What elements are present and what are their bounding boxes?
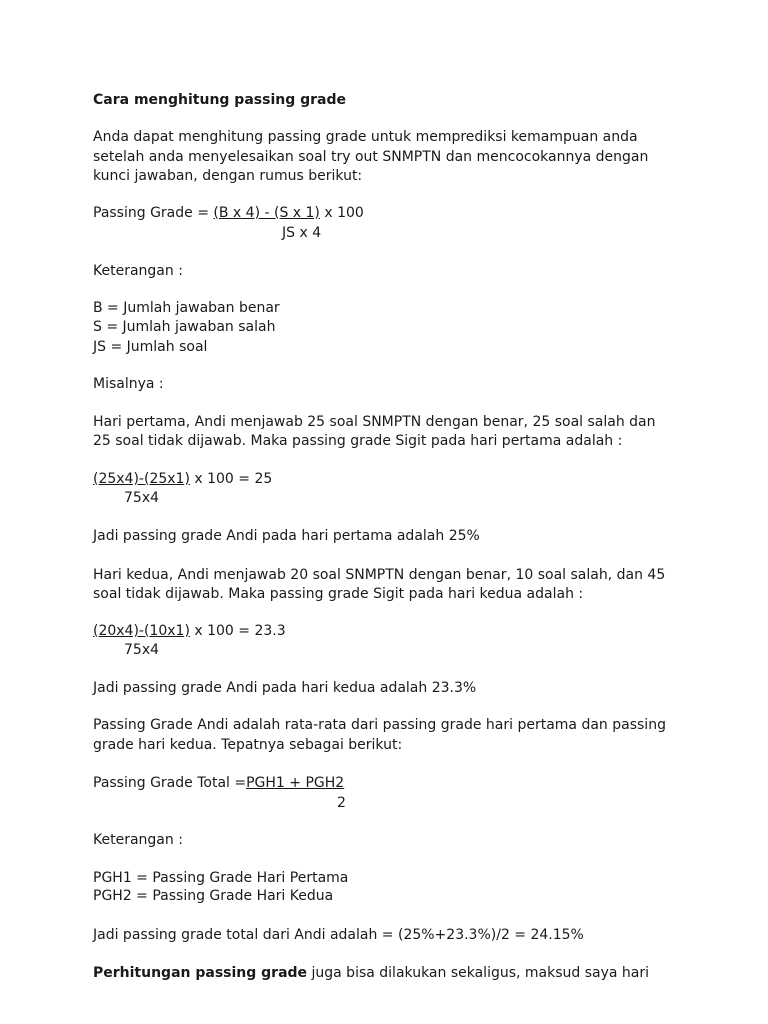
- calc-1-numerator: (25x4)-(25x1): [93, 471, 190, 487]
- keterangan-1: Keterangan :: [93, 263, 183, 279]
- last-line: [93, 964, 649, 983]
- result-2: Jadi passing grade Andi pada hari kedua adalah 23.3%: [93, 680, 477, 696]
- intro-line-3: kunci jawaban, dengan rumus berikut:: [93, 168, 363, 184]
- formula-1: [93, 204, 364, 223]
- calc-2-denominator: 75x4: [124, 642, 160, 658]
- formula-2-denominator: 2: [337, 795, 346, 811]
- formula-1-suffix: x 100: [319, 205, 364, 221]
- calc-2: [93, 622, 286, 641]
- day2-line-2: soal tidak dijawab. Maka passing grade Sigit pada hari kedua adalah :: [93, 586, 584, 602]
- keterangan-2: Keterangan :: [93, 832, 183, 848]
- calc-2-suffix: x 100 = 23.3: [189, 623, 286, 639]
- average-line-1: Passing Grade Andi adalah rata-rata dari passing grade hari pertama dan passing: [93, 717, 666, 733]
- formula-1-prefix: Passing Grade =: [93, 205, 214, 221]
- result-1: Jadi passing grade Andi pada hari pertama adalah 25%: [93, 528, 480, 544]
- intro-line-2: setelah anda menyelesaikan soal try out SNMPTN dan mencocokannya dengan: [93, 149, 649, 165]
- formula-2-numerator: PGH1 + PGH2: [246, 775, 345, 791]
- calc-1-denominator: 75x4: [124, 490, 160, 506]
- definition-s: S = Jumlah jawaban salah: [93, 319, 276, 335]
- misalnya-label: Misalnya :: [93, 376, 164, 392]
- last-line-bold: Perhitungan passing grade: [93, 965, 308, 981]
- formula-1-numerator: (B x 4) - (S x 1): [213, 205, 320, 221]
- calc-1: [93, 470, 272, 489]
- document-title: Cara menghitung passing grade: [93, 92, 346, 108]
- day1-line-2: 25 soal tidak dijawab. Maka passing grade Sigit pada hari pertama adalah :: [93, 433, 623, 449]
- calc-1-suffix: x 100 = 25: [189, 471, 273, 487]
- day2-line-1: Hari kedua, Andi menjawab 20 soal SNMPTN dengan benar, 10 soal salah, dan 45: [93, 567, 666, 583]
- calc-2-numerator: (20x4)-(10x1): [93, 623, 190, 639]
- definition-b: B = Jumlah jawaban benar: [93, 300, 280, 316]
- total-result: Jadi passing grade total dari Andi adalah = (25%+23.3%)/2 = 24.15%: [93, 927, 584, 943]
- last-line-rest: juga bisa dilakukan sekaligus, maksud saya hari: [307, 965, 650, 981]
- day1-line-1: Hari pertama, Andi menjawab 25 soal SNMPTN dengan benar, 25 soal salah dan: [93, 414, 656, 430]
- formula-2-prefix: Passing Grade Total =: [93, 775, 247, 791]
- formula-1-denominator: JS x 4: [282, 225, 322, 241]
- intro-line-1: Anda dapat menghitung passing grade untuk memprediksi kemampuan anda: [93, 129, 638, 145]
- average-line-2: grade hari kedua. Tepatnya sebagai berikut:: [93, 737, 403, 753]
- definition-pgh1: PGH1 = Passing Grade Hari Pertama: [93, 870, 349, 886]
- definition-pgh2: PGH2 = Passing Grade Hari Kedua: [93, 888, 334, 904]
- formula-2: [93, 774, 344, 793]
- definition-js: JS = Jumlah soal: [93, 339, 208, 355]
